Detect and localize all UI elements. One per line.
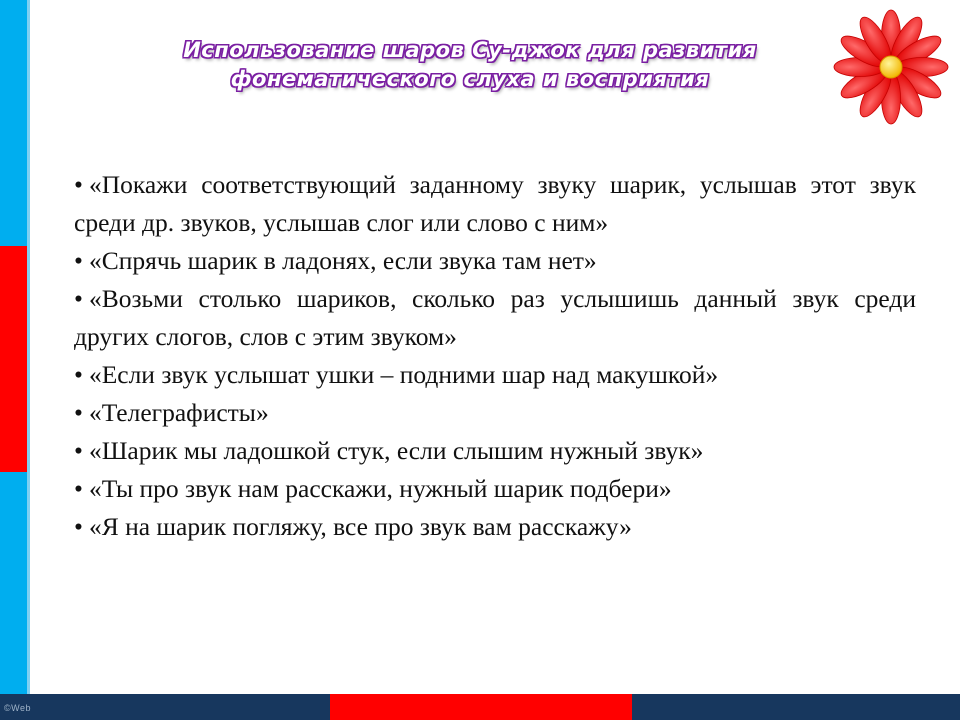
watermark: ©Web bbox=[4, 703, 31, 713]
left-stripe-bottom bbox=[0, 472, 27, 720]
list-item-text: «Возьми столько шариков, сколько раз услышишь данный звук среди других слогов, слов с этим звуком» bbox=[74, 284, 916, 351]
list-item-text: «Покажи соответствующий заданному звуку шарик, услышав этот звук среди др. звуков, услышав слог или слово с ним» bbox=[74, 170, 916, 237]
list-item bbox=[74, 280, 916, 356]
bullet-list bbox=[74, 166, 916, 546]
flower-center bbox=[880, 56, 902, 78]
bullet-marker: • bbox=[74, 474, 83, 503]
list-item bbox=[74, 394, 916, 432]
list-item-text: «Если звук услышат ушки – подними шар над макушкой» bbox=[88, 360, 719, 389]
slide-title-line-2: фонематического слуха и восприятия bbox=[230, 67, 710, 91]
bullet-marker: • bbox=[74, 360, 83, 389]
bottom-band-middle bbox=[330, 694, 632, 720]
list-item-text: «Я на шарик погляжу, все про звук вам расскажу» bbox=[88, 512, 632, 541]
bottom-band-right bbox=[632, 694, 960, 720]
bottom-band-left bbox=[0, 694, 330, 720]
list-item bbox=[74, 432, 916, 470]
list-item bbox=[74, 242, 916, 280]
left-stripe-top bbox=[0, 0, 27, 246]
list-item bbox=[74, 166, 916, 242]
bullet-marker: • bbox=[74, 246, 83, 275]
bullet-marker: • bbox=[74, 398, 83, 427]
bullet-marker: • bbox=[74, 436, 83, 465]
list-item-text: «Телеграфисты» bbox=[88, 398, 269, 427]
bullet-marker: • bbox=[74, 512, 83, 541]
list-item bbox=[74, 508, 916, 546]
list-item-text: «Ты про звук нам расскажи, нужный шарик подбери» bbox=[88, 474, 672, 503]
slide-title-line-1: Использование шаров Су-джок для развития bbox=[183, 38, 757, 62]
bullet-marker: • bbox=[74, 170, 83, 199]
slide-title bbox=[120, 36, 820, 94]
left-stripe-middle bbox=[0, 246, 27, 472]
left-stripe-edge bbox=[27, 0, 30, 720]
list-item-text: «Спрячь шарик в ладонях, если звука там нет» bbox=[88, 246, 597, 275]
daisy-flower-icon bbox=[830, 6, 952, 128]
list-item bbox=[74, 470, 916, 508]
list-item-text: «Шарик мы ладошкой стук, если слышим нужный звук» bbox=[88, 436, 704, 465]
bullet-marker: • bbox=[74, 284, 83, 313]
list-item bbox=[74, 356, 916, 394]
